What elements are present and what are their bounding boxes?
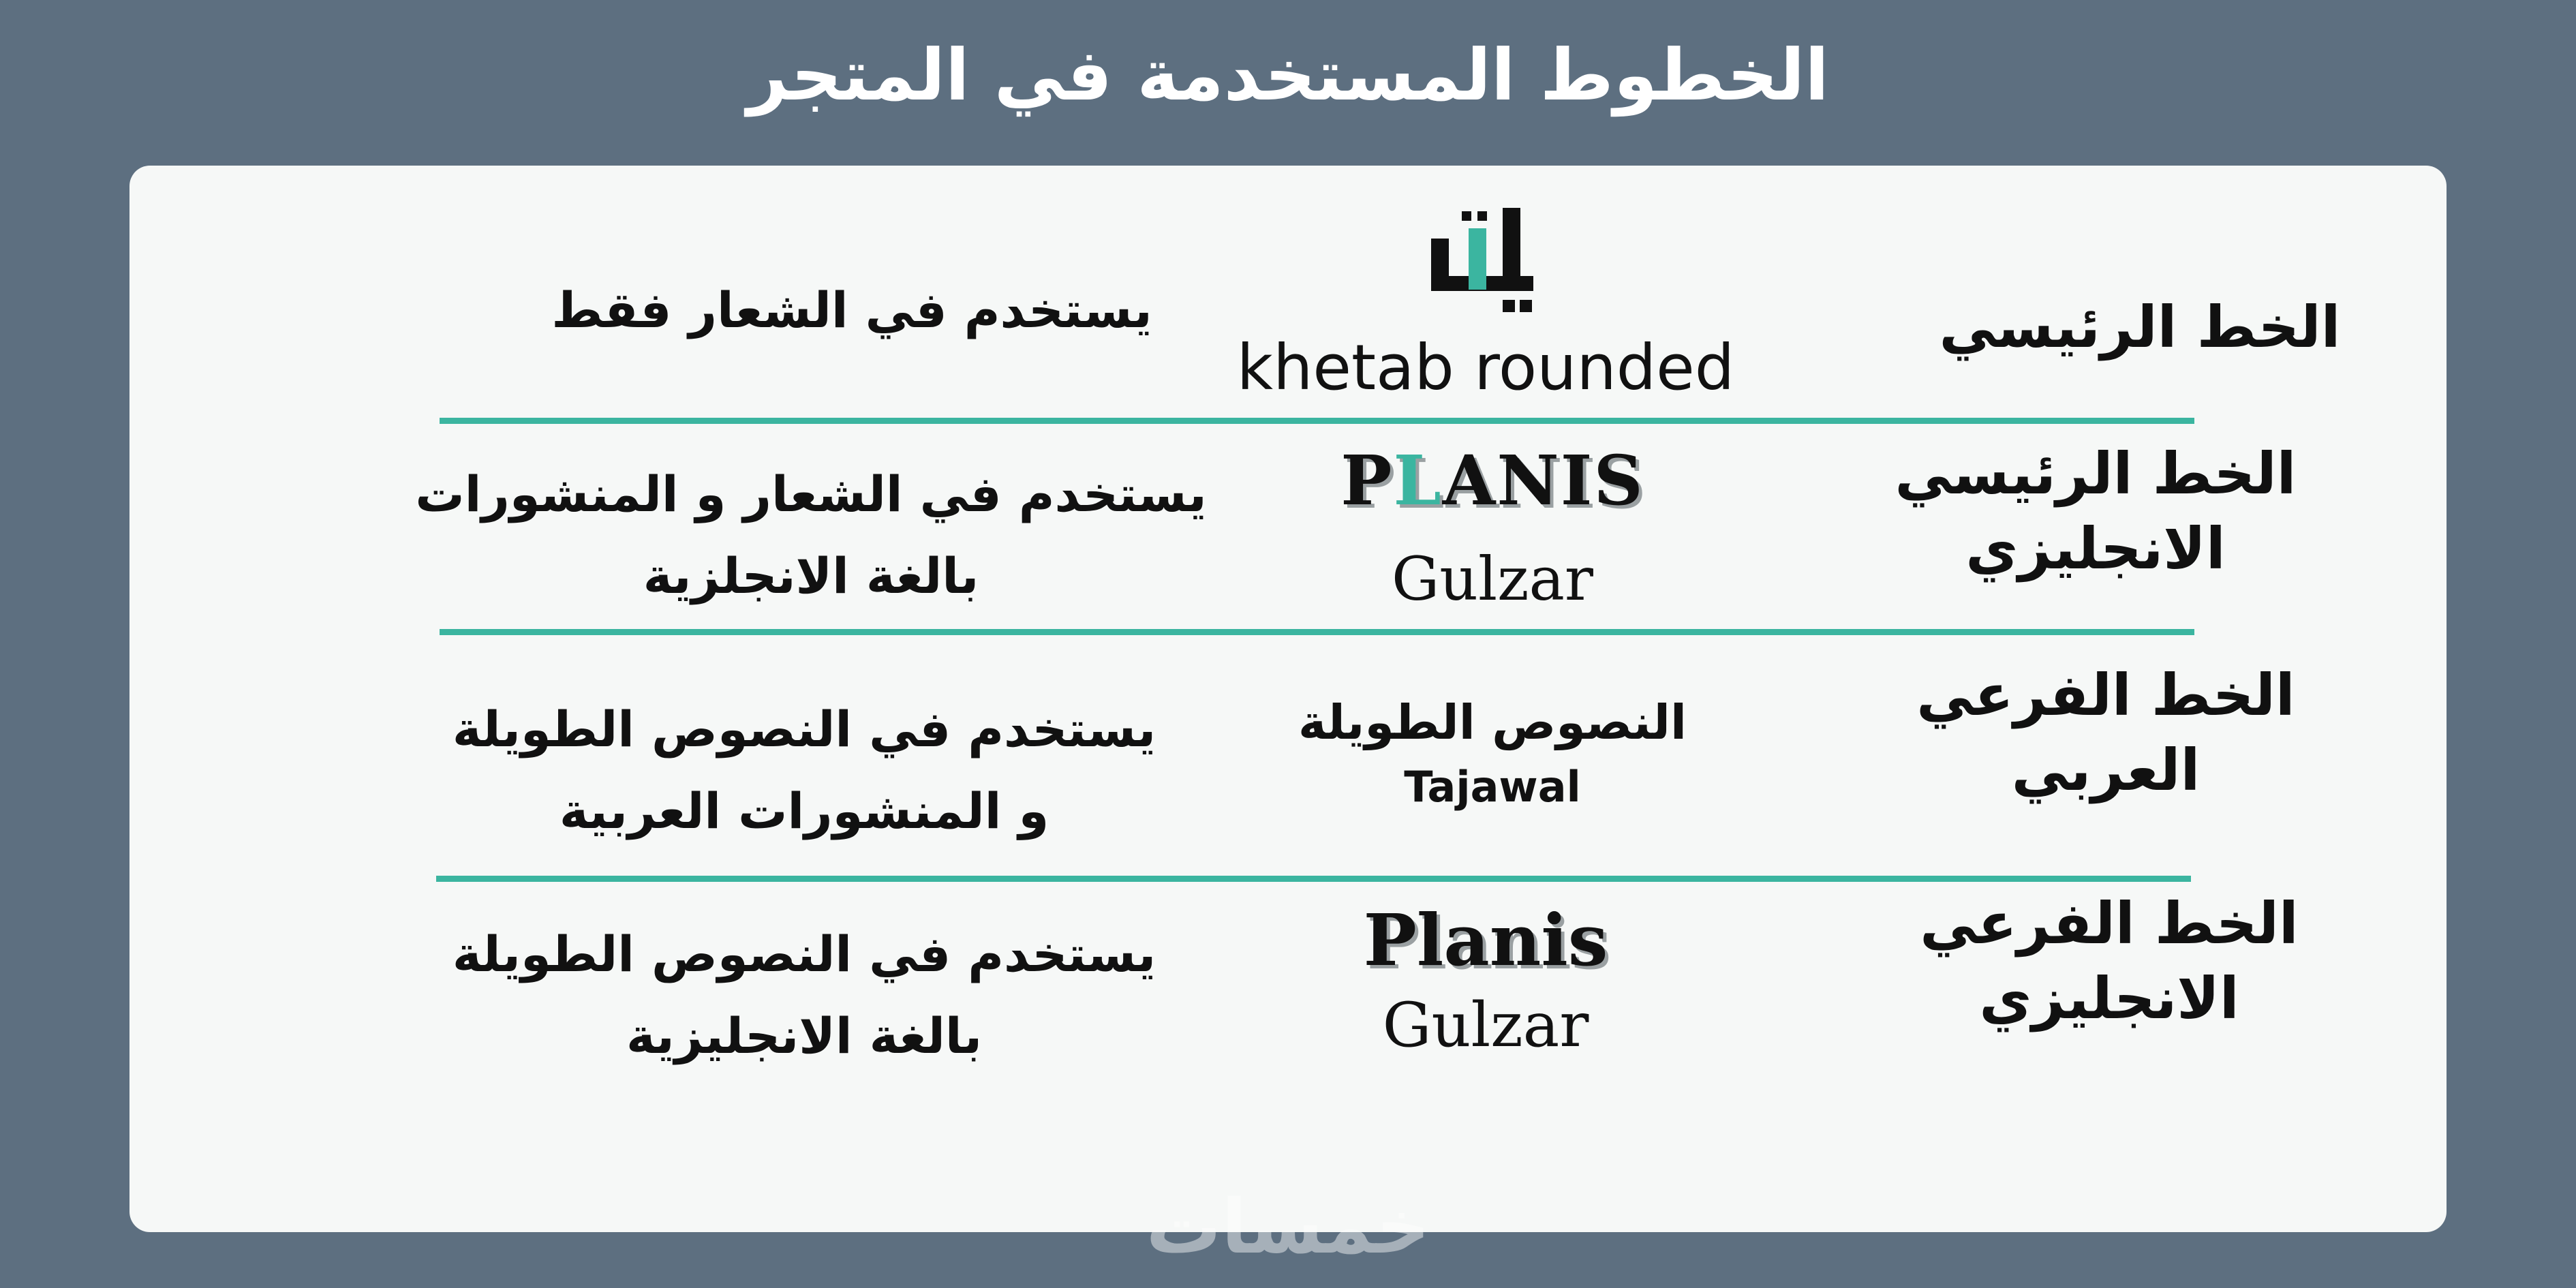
row-4-font-name: Gulzar	[1382, 990, 1589, 1061]
row-2-sample-part-2: L	[1393, 440, 1443, 521]
row-3-usage-line-1: يستخدم في النصوص الطويلة	[452, 701, 1156, 758]
row-1-font-name: khetab rounded	[1236, 331, 1735, 404]
row-1-usage-line-1: يستخدم في الشعار فقط	[551, 281, 1152, 339]
page-title: الخطوط المستخدمة في المتجر	[747, 33, 1829, 117]
row-4-sample: Planis	[1363, 898, 1608, 982]
row-divider-3	[436, 876, 2191, 882]
row-2-label: الخط الرئيسي الانجليزي	[1895, 440, 2297, 582]
row-divider-2	[440, 629, 2194, 635]
row-1-label: الخط الرئيسي	[1939, 294, 2341, 361]
row-3-label: الخط الفرعي العربي	[1916, 662, 2295, 803]
row-3-usage	[361, 681, 1247, 859]
row-1-usage	[409, 266, 1295, 354]
row-2-usage-line-2: بالغة الانجلزية	[643, 547, 979, 604]
row-4-usage-line-1: يستخدم في النصوص الطويلة	[452, 925, 1156, 983]
row-4-usage	[361, 906, 1247, 1084]
row-2-sample-part-1: P	[1340, 440, 1394, 521]
row-2-font-name: Gulzar	[1391, 544, 1593, 614]
row-divider-1	[440, 418, 2194, 424]
row-2-sample-part-3: ANIS	[1442, 440, 1644, 521]
store-logo	[1417, 204, 1547, 320]
row-4-label: الخط الفرعي الانجليزي	[1920, 890, 2299, 1032]
row-3-usage-line-2: و المنشورات العربية	[559, 782, 1049, 840]
row-3-font-name: Tajawal	[1404, 762, 1581, 812]
row-3-sample: النصوص الطويلة	[1298, 694, 1687, 750]
row-2-usage-line-1: يستخدم في الشعار و المنشورات	[415, 465, 1207, 523]
row-2-sample-text	[1340, 440, 1644, 521]
row-4-usage-line-2: بالغة الانجليزية	[626, 1007, 982, 1064]
row-2-sample	[1213, 436, 1772, 525]
watermark: خمسات	[1146, 1183, 1430, 1270]
row-2-usage	[368, 446, 1254, 624]
